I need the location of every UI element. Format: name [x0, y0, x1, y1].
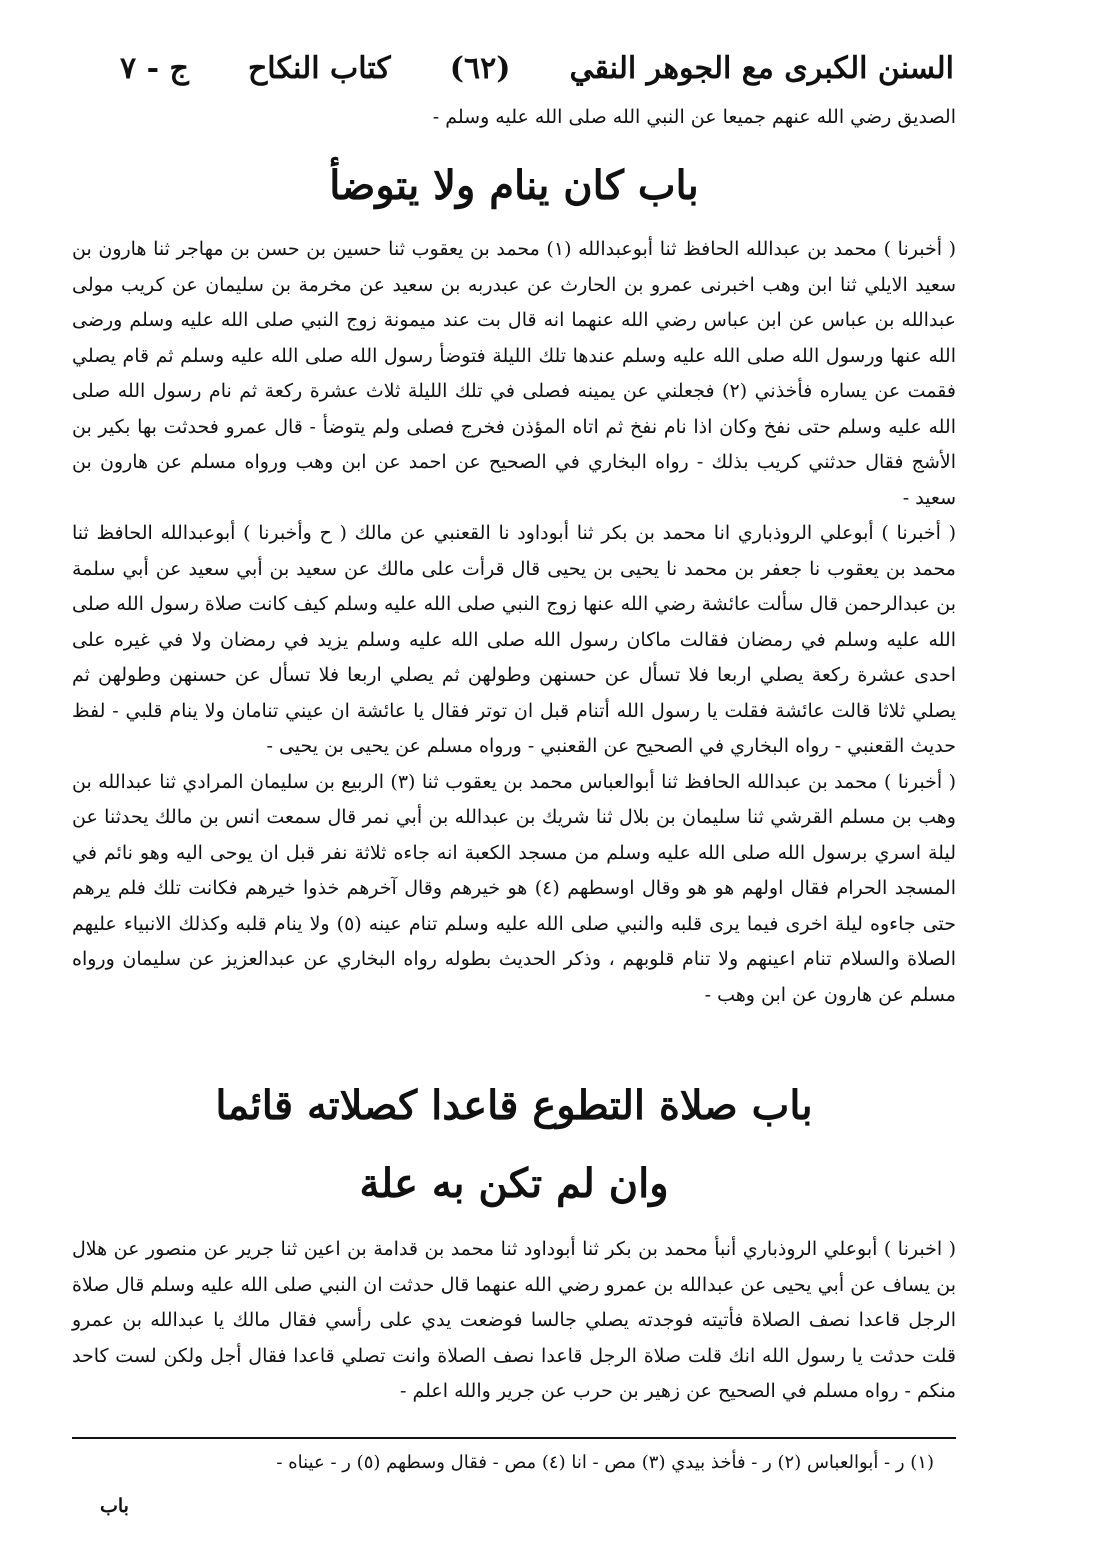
footnotes: (١) ر - أبوالعباس (٢) ر - فأخذ بيدي (٣) مص - انا (٤) مص - فقال وسطهم (٥) ر - عيناه -: [276, 1452, 934, 1473]
catchword: باب: [100, 1495, 129, 1517]
chapter-2-title-line-2: وان لم تكن به علة: [359, 1160, 669, 1207]
hadith-paragraph-4: ( اخبرنا ) أبوعلي الروذباري أنبأ محمد بن بكر ثنا أبوداود ثنا محمد بن قدامة بن اعين ثنا جرير عن منصور عن هلال بن يساف عن أبي يحيى عن عبدالله بن عمرو رضي الله عنهما قال حدثت ان النبي صلى الله عليه وسلم قال صلاة الرجل قاعدا نصف الصلاة فأتيته فوجدته يصلي جالسا فوضعت يدي على رأسي فقال مالك يا عبدالله بن عمرو قلت حدثت يا رسول الله انك قلت صلاة الرجل قاعدا نصف الصلاة وانت تصلي قاعدا فقال أجل ولكن لست كاحد منكم - رواه مسلم في الصحيح عن زهير بن حرب عن جرير والله اعلم -: [72, 1238, 956, 1402]
chapter-2-body: [72, 1232, 956, 1410]
chapter-2-title-line-1: باب صلاة التطوع قاعدا كصلاته قائما: [215, 1082, 813, 1129]
opening-line-block: [72, 100, 956, 136]
page-number: (٦٢): [449, 50, 511, 86]
footnote-divider: [72, 1437, 956, 1439]
hadith-paragraph-2: ( أخبرنا ) أبوعلي الروذباري انا محمد بن بكر ثنا أبوداود نا القعنبي عن مالك ( ح وأخبرنا ) أبوعبدالله الحافظ ثنا محمد بن يعقوب نا جعفر بن محمد نا يحيى بن يحيى قال قرأت على مالك عن سعيد بن أبي سعيد عن أبي سلمة بن عبدالرحمن قال سألت عائشة رضي الله عنها زوج النبي صلى الله عليه وسلم كيف كانت صلاة رسول الله صلى الله عليه وسلم في رمضان فقالت ماكان رسول الله صلى الله عليه وسلم يزيد في رمضان ولا في غيره على احدى عشرة ركعة يصلي اربعا فلا تسأل عن حسنهن وطولهن ثم يصلي اربعا فلا تسأل عن حسنهن وطولهن ثم يصلي ثلاثا قالت عائشة فقلت يا رسول الله أتنام قبل ان توتر فقال يا عائشة ان عيني تنامان ولا ينام قلبي - لفظ حديث القعنبي - رواه البخاري في الصحيح عن القعنبي - ورواه مسلم عن يحيى بن يحيى -: [72, 522, 956, 757]
volume-number: ج - ٧: [120, 50, 189, 86]
chapter-1-title: باب كان ينام ولا يتوضأ: [329, 162, 699, 209]
running-header: [120, 44, 954, 92]
hadith-paragraph-1: ( أخبرنا ) محمد بن عبدالله الحافظ ثنا أبوعبدالله (١) محمد بن يعقوب ثنا حسين بن حسن بن مهاجر ثنا هارون بن سعيد الايلي ثنا ابن وهب اخبرنى عمرو بن الحارث عن عبدربه بن سعيد عن مخرمة بن سليمان عن كريب مولى عبدالله بن عباس عن ابن عباس رضي الله عنهما انه قال بت عند ميمونة زوج النبي صلى الله عليه وسلم ورضى الله عنها ورسول الله صلى الله عليه وسلم عندها تلك الليلة فتوضأ رسول الله صلى الله عليه وسلم ثم قام يصلي فقمت عن يساره فأخذني (٢) فجعلني عن يمينه فصلى في تلك الليلة ثلاث عشرة ركعة ثم نام رسول الله صلى الله عليه وسلم حتى نفخ وكان اذا نام نفخ ثم اتاه المؤذن فخرج فصلى ولم يتوضأ - قال عمرو فحدثت بها بكير بن الأشج فقال حدثني كريب بذلك - رواه البخاري في الصحيح عن احمد عن ابن وهب ورواه مسلم عن هارون بن سعيد -: [72, 238, 957, 509]
book-title: السنن الكبرى مع الجوهر النقي: [569, 50, 954, 86]
chapter-1-body: [72, 232, 956, 1013]
opening-line: الصديق رضي الله عنهم جميعا عن النبي الله صلى الله عليه وسلم -: [432, 106, 956, 128]
section-title: كتاب النكاح: [247, 50, 391, 86]
hadith-paragraph-3: ( أخبرنا ) محمد بن عبدالله الحافظ ثنا أبوالعباس محمد بن يعقوب ثنا (٣) الربيع بن سليمان المرادي ثنا عبدالله بن وهب بن مسلم القرشي ثنا سليمان بن بلال ثنا شريك بن عبدالله بن أبي نمر قال سمعت انس بن مالك يحدثنا عن ليلة اسري برسول الله صلى الله عليه وسلم من مسجد الكعبة انه جاءه ثلاثة نفر قبل ان يوحى اليه وهو نائم في المسجد الحرام فقال اولهم هو هو وقال اوسطهم (٤) هو خيرهم وقال آخرهم خذوا خيرهم فكانت تلك فلم يرهم حتى جاءوه ليلة اخرى فيما يرى قلبه والنبي صلى الله عليه وسلم تنام عينه (٥) ولا ينام قلبه وكذلك الانبياء عليهم الصلاة والسلام تنام اعينهم ولا تنام قلوبهم ، وذكر الحديث بطوله رواه البخاري عن عبدالعزيز عن سليمان ورواه مسلم عن هارون عن ابن وهب -: [72, 770, 956, 1006]
